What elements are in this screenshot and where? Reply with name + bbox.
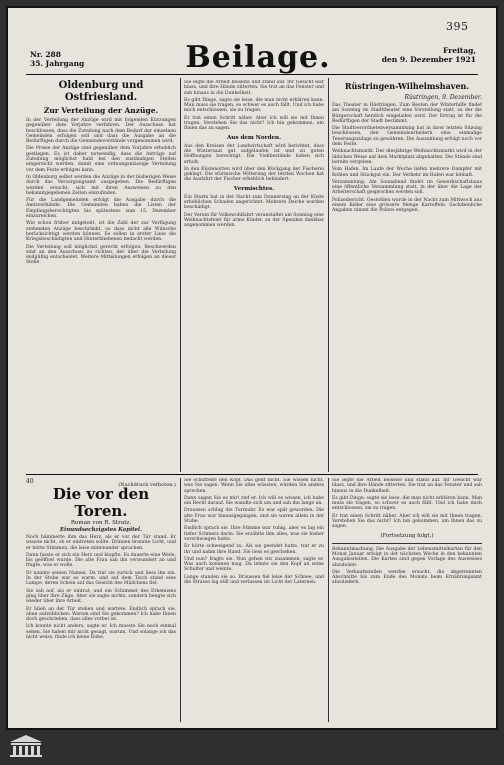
column-divider (328, 478, 329, 722)
article-paragraph: Aus den Kreisen der Landwirtschaft wird berichtet, dass die Wintersaat gut aufgelaufen ist und zu guten Hoffnungen berechtigt. Die Viehbestände haben sich erholt. (184, 143, 324, 165)
article-paragraph: Polizeibericht. Gestohlen wurde in der Nacht zum Mittwoch aus einem Keller eine grössere Menge Kartoffeln. Sachdienliche Angaben nimmt die Polizei entgegen. (332, 197, 482, 214)
right-column-dateline: Rüstringen, 9. Dezember. (404, 94, 482, 101)
masthead: Beilage. (185, 40, 331, 75)
left-column-subtitle: Zur Verteilung der Anzüge. (43, 106, 159, 115)
serial-paragraph: Sie sah auf, als er eintrat, und ein Schimmer des Erkennens ging über ihre Züge. Aber sie sagte nichts, sondern beugte sich wieder über ihre Arbeit. (26, 588, 176, 605)
serial-paragraph: Endlich sprach sie. Ihre Stimme war ruhig, aber es lag ein tiefer Schmerz darin. Sie erzählte ihm alles, was sie bisher verschwiegen hatte. (184, 526, 324, 542)
serial-paragraph: Es gibt Dinge, sagte sie leise, die man nicht erklären kann. Man muss sie tragen, so schwer es auch fällt. Und ich habe mich entschlossen, sie zu tragen. (332, 495, 482, 512)
article-paragraph: Ein Sturm hat in der Nacht zum Donnerstag an der Küste erheblichen Schaden angerichtet. Mehrere Deiche wurden beschädigt. (184, 194, 324, 211)
serial-column-left (26, 478, 176, 722)
serial-chapter: Einundsechzigstes Kapitel. (60, 527, 142, 533)
serial-paragraph: Er trat einen Schritt näher. Aber ich will sie mit Ihnen tragen. Verstehen Sie das nicht? Ich bin gekommen, um Ihnen das zu sagen. (332, 513, 482, 530)
serial-column-right (332, 478, 482, 722)
feuilleton-rule (26, 474, 478, 475)
serial-title: Die vor den Toren. (52, 485, 150, 520)
date: den 9. Dezember 1921 (381, 55, 476, 64)
article-paragraph: Weihnachtsmarkt. Der diesjährige Weihnachtsmarkt wird in der üblichen Weise auf dem Marktplatz abgehalten. Die Stände sind bereits vergeben. (332, 149, 482, 165)
middle-column (184, 80, 324, 472)
article-paragraph: Wie schon früher mitgeteilt, ist die Zahl der zur Verfügung stehenden Anzüge beschränkt, so dass nicht alle Wünsche berücksichtigt werden können. Es sollen in erster Linie die Kriegsbeschädigten und Hinterbliebenen bedacht werden. (26, 221, 176, 243)
date-info (346, 46, 476, 64)
left-column (26, 80, 176, 472)
serial-paragraph: Ich konnte nicht anders, sagte er. Ich musste Sie noch einmal sehen. Sie haben mir nicht gesagt, warum. Und solange ich das nicht weiss, finde ich keine Ruhe. (26, 624, 176, 641)
serial-paragraph: Sie legte die Arbeit beiseite und stand auf. Ihr Gesicht war blass, und ihre Hände zitterten. Sie trat an das Fenster und sah hinaus in die Dunkelheit. (332, 478, 482, 494)
article-paragraph: Versammlung. Am Sonnabend findet im Gewerkschaftshaus eine öffentliche Versammlung statt, in der über die Lage der Arbeiterschaft gesprochen werden soll. (332, 179, 482, 196)
serial-column-middle (184, 478, 324, 722)
serial-paragraph: Dann fasste er sich ein Herz und klopfte. Es dauerte eine Weile, bis geöffnet wurde. Die alte Frau sah ihn verwundert an und fragte, was er wolle. (26, 552, 176, 569)
section-title: Aus dem Norden. (226, 134, 282, 141)
left-column-title: Oldenburg und Ostfriesland. (58, 80, 144, 103)
article-paragraph: In der Verteilung der Anzüge wird mit folgenden Kürzungen gegenüber dem Vorjahre verfahren. Der Ausschuss hat beschlossen, dass die Zuteilung nach dem Bedarf der einzelnen Gemeinden erfolgen soll und dass die Ausgabe an die Bedürftigen durch die Gemeindevorstände vorgenommen wird. (26, 118, 176, 145)
article-paragraph: Die Verteilung soll möglichst gerecht erfolgen. Beschwerden sind an den Ausschuss zu richten, der über die Verteilung endgültig entscheidet. Weitere Mitteilungen erfolgen an dieser Stelle. (26, 244, 176, 266)
issue-number: Nr. 288 (30, 50, 61, 59)
serial-paragraph: Er hörte schweigend zu. Als sie geendet hatte, trat er zu ihr und nahm ihre Hand. Sie liess es geschehen. (184, 544, 324, 555)
right-column-title: Rüstringen-Wilhelmshaven. (344, 81, 470, 91)
issue-info (30, 50, 100, 68)
article-paragraph: Für die Landgemeinden erfolgt die Ausgabe durch die Amtsverbände. Die Gemeinden haben die Listen der Empfangsberechtigten bis spätestens zum 15. Dezember einzureichen. (26, 198, 176, 220)
article-paragraph: Das Theater in Rüstringen. Zum Besten der Winterhilfe findet am Sonntag im Stadttheater eine Vorstellung statt, zu der die Bürgerschaft herzlich eingeladen wird. Der Ertrag ist für die Bedürftigen der Stadt bestimmt. (332, 103, 482, 124)
volume: 35. Jahrgang (30, 59, 85, 68)
serial-continuation: (Fortsetzung folgt.) (380, 532, 434, 539)
notice-divider (332, 543, 482, 544)
serial-paragraph: Noch hämmerte ihm das Herz, als er vor der Tür stand. Er wusste nicht, ob er eintreten sollte. Drinnen brannte Licht, und er hörte Stimmen, die leise miteinander sprachen. (26, 535, 176, 551)
header-rule (26, 74, 478, 75)
newspaper-page (6, 6, 498, 730)
library-logo (6, 733, 46, 763)
serial-paragraph: Er blieb an der Tür stehen und wartete. Endlich sprach sie, ohne aufzublicken: Warum sind Sie gekommen? Ich habe Ihnen doch geschrieben, dass alles vorbei ist. (26, 606, 176, 623)
serial-paragraph: Dann sagen Sie es mir! rief er. Ich will es wissen, ich habe ein Recht darauf. Sie wandte sich um und sah ihn lange an. (184, 495, 324, 507)
article-paragraph: In Oldenburg selbst werden die Anzüge in der bisherigen Weise durch das Versorgungsamt ausgegeben. Die Bedürftigen werden ersucht, sich mit ihren Ausweisen zu den bekanntgegebenen Zeiten einzufinden. (26, 174, 176, 196)
article-paragraph: Der Verein für Volkswohlfahrt veranstaltet am Sonntag eine Weihnachtsfeier für arme Kinder, zu der Spenden dankbar angenommen werden. (184, 212, 324, 229)
article-paragraph: Die Preise der Anzüge sind gegenüber dem Vorjahre erheblich gestiegen. Es ist daher notwendig, dass die Anträge auf Zuteilung möglichst bald bei den zuständigen Stellen eingereicht werden, damit eine ordnungsmässige Verteilung vor dem Feste erfolgen kann. (26, 146, 176, 173)
library-building-icon (6, 733, 46, 759)
column-divider (180, 78, 181, 472)
column-divider (180, 478, 181, 722)
notice-paragraph: Die Verkaufsstellen werden ersucht, die abgetrennten Abschnitte bis zum Ende des Monats beim Ernährungsamt abzuliefern. (332, 569, 482, 586)
serial-paragraph: Draussen schlug die Turmuhr. Es war spät geworden. Die alte Frau war hinausgegangen, und sie waren allein in der Stube. (184, 508, 324, 525)
column-divider (328, 78, 329, 472)
serial-paragraph: Lange standen sie so. Draussen fiel leise der Schnee, und die Strasse lag still und verlassen im Licht der Laternen. (184, 574, 324, 586)
serial-note: (Nachdruck verboten.) (118, 482, 176, 488)
page-number: 395 (446, 20, 469, 33)
article-paragraph: Er trat einen Schritt näher. Aber ich will sie mit Ihnen tragen. Verstehen Sie das nicht? Ich bin gekommen, um Ihnen das zu sagen. (184, 115, 324, 132)
serial-paragraph: Und nun? fragte sie. Nun gehen wir zusammen, sagte er. Was auch kommen mag. Da lehnte sie den Kopf an seine Schulter und weinte. (184, 556, 324, 573)
section-title: Vermischtes. (233, 185, 275, 192)
serial-author: Roman von R. Stratz. (70, 520, 132, 526)
article-paragraph: In den Küstenorten wird über den Rückgang der Fischerei geklagt. Die stürmische Witterung der letzten Wochen hat die Ausfahrt der Fischer erheblich behindert. (184, 166, 324, 183)
article-paragraph: Sie legte die Arbeit beiseite und stand auf. Ihr Gesicht war blass, und ihre Hände zitterten. Sie trat an das Fenster und sah hinaus in die Dunkelheit. (184, 80, 324, 96)
serial-number: 40 (26, 478, 34, 485)
weekday: Freitag, (443, 46, 476, 55)
article-paragraph: Vom Hafen. Im Laufe der Woche liefen mehrere Dampfer mit Kohlen und Stückgut ein. Der Verkehr im Hafen war lebhaft. (332, 167, 482, 178)
right-column (332, 80, 482, 472)
article-paragraph: Die Stadtverordnetenversammlung hat in ihrer letzten Sitzung beschlossen, den Gemeindearbeitern eine einmalige Teuerungszulage zu gewähren. Die Auszahlung erfolgt noch vor dem Feste. (332, 126, 482, 148)
article-paragraph: Es gibt Dinge, sagte sie leise, die man nicht erklären kann. Man muss sie tragen, so schwer es auch fällt. Und ich habe mich entschlossen, sie zu tragen. (184, 97, 324, 114)
serial-paragraph: Sie schüttelte den Kopf. Das geht nicht. Sie wissen nicht, was Sie sagen. Wenn Sie alles wüssten, würden Sie anders sprechen. (184, 478, 324, 494)
notice-paragraph: Bekanntmachung. Die Ausgabe der Lebensmittelkarten für den Monat Januar erfolgt in der nächsten Woche in den bekannten Ausgabestellen. Die Karten sind gegen Vorlage des Ausweises abzuholen. (332, 546, 482, 568)
serial-paragraph: Er nannte seinen Namen. Da trat sie zurück und liess ihn ein. In der Stube war es warm, und auf dem Tisch stand eine Lampe, deren Schein auf das Gesicht des Mädchens fiel. (26, 570, 176, 587)
